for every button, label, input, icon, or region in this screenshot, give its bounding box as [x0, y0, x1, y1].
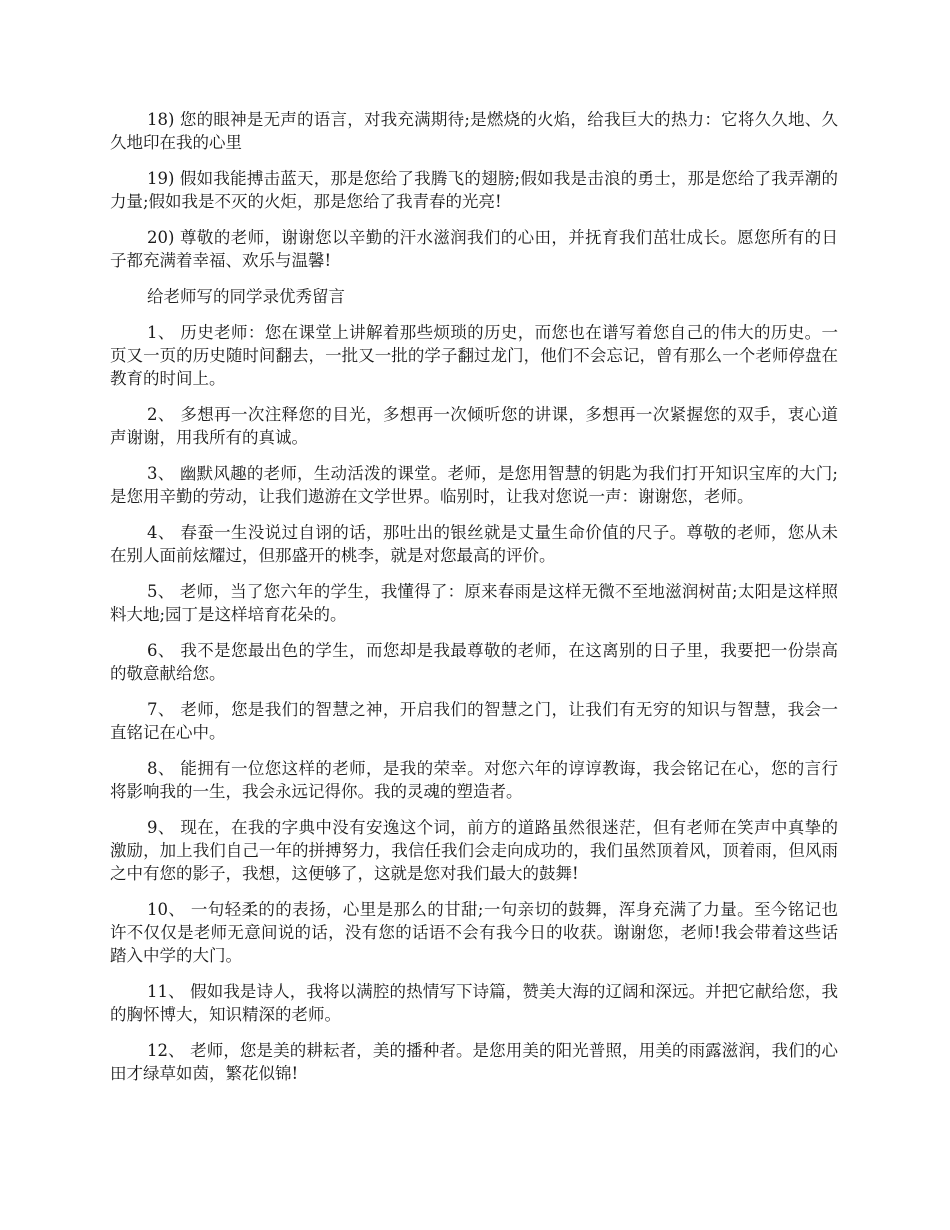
section-heading: 给老师写的同学录优秀留言 — [147, 287, 345, 306]
list-item-2: 2、 多想再一次注释您的目光，多想再一次倾听您的讲课，多想再一次紧握您的双手，衷心道声谢谢，用我所有的真诚。 — [110, 405, 838, 447]
list-item-5: 5、 老师，当了您六年的学生，我懂得了：原来春雨是这样无微不至地滋润树苗;太阳是这样照料大地;园丁是这样培育花朵的。 — [110, 582, 838, 624]
paragraph-19: 19) 假如我能搏击蓝天，那是您给了我腾飞的翅膀;假如我是击浪的勇士，那是您给了我弄潮的力量;假如我是不灭的火炬，那是您给了我青春的光亮! — [110, 169, 838, 211]
paragraph-18: 18) 您的眼神是无声的语言，对我充满期待;是燃烧的火焰，给我巨大的热力：它将久久地、久久地印在我的心里 — [110, 110, 838, 152]
list-item-9: 9、 现在，在我的字典中没有安逸这个词，前方的道路虽然很迷茫，但有老师在笑声中真挚的激励，加上我们自己一年的拼搏努力，我信任我们会走向成功的，我们虽然顶着风，顶着雨，但风雨之中有您的影子，我想，这便够了，这就是您对我们最大的鼓舞! — [110, 818, 838, 883]
list-item-3: 3、 幽默风趣的老师，生动活泼的课堂。老师，是您用智慧的钥匙为我们打开知识宝库的大门;是您用辛勤的劳动，让我们遨游在文学世界。临别时，让我对您说一声：谢谢您，老师。 — [110, 464, 838, 506]
list-item-7: 7、 老师，您是我们的智慧之神，开启我们的智慧之门，让我们有无穷的知识与智慧，我会一直铭记在心中。 — [110, 700, 838, 742]
list-item-8: 8、 能拥有一位您这样的老师，是我的荣幸。对您六年的谆谆教诲，我会铭记在心，您的言行将影响我的一生，我会永远记得你。我的灵魂的塑造者。 — [110, 759, 838, 801]
list-item-1: 1、 历史老师：您在课堂上讲解着那些烦琐的历史，而您也在谱写着您自己的伟大的历史。一页又一页的历史随时间翻去，一批又一批的学子翻过龙门，他们不会忘记，曾有那么一个老师停盘在教育的时间上。 — [110, 323, 838, 388]
list-item-12: 12、 老师，您是美的耕耘者，美的播种者。是您用美的阳光普照，用美的雨露滋润，我们的心田才绿草如茵，繁花似锦! — [110, 1041, 838, 1083]
list-item-11: 11、 假如我是诗人，我将以满腔的热情写下诗篇，赞美大海的辽阔和深远。并把它献给您，我的胸怀博大，知识精深的老师。 — [110, 982, 838, 1024]
document-body — [110, 108, 838, 1098]
list-item-4: 4、 春蚕一生没说过自诩的话，那吐出的银丝就是丈量生命价值的尺子。尊敬的老师，您从未在别人面前炫耀过，但那盛开的桃李，就是对您最高的评价。 — [110, 523, 838, 565]
list-item-10: 10、 一句轻柔的的表扬，心里是那么的甘甜;一句亲切的鼓舞，浑身充满了力量。至今铭记也许不仅仅是老师无意间说的话，没有您的话语不会有我今日的收获。谢谢您，老师!我会带着这些话踏入中学的大门。 — [110, 900, 838, 965]
list-item-6: 6、 我不是您最出色的学生，而您却是我最尊敬的老师，在这离别的日子里，我要把一份崇高的敬意献给您。 — [110, 641, 838, 683]
paragraph-20: 20) 尊敬的老师，谢谢您以辛勤的汗水滋润我们的心田，并抚育我们茁壮成长。愿您所有的日子都充满着幸福、欢乐与温馨! — [110, 228, 838, 270]
